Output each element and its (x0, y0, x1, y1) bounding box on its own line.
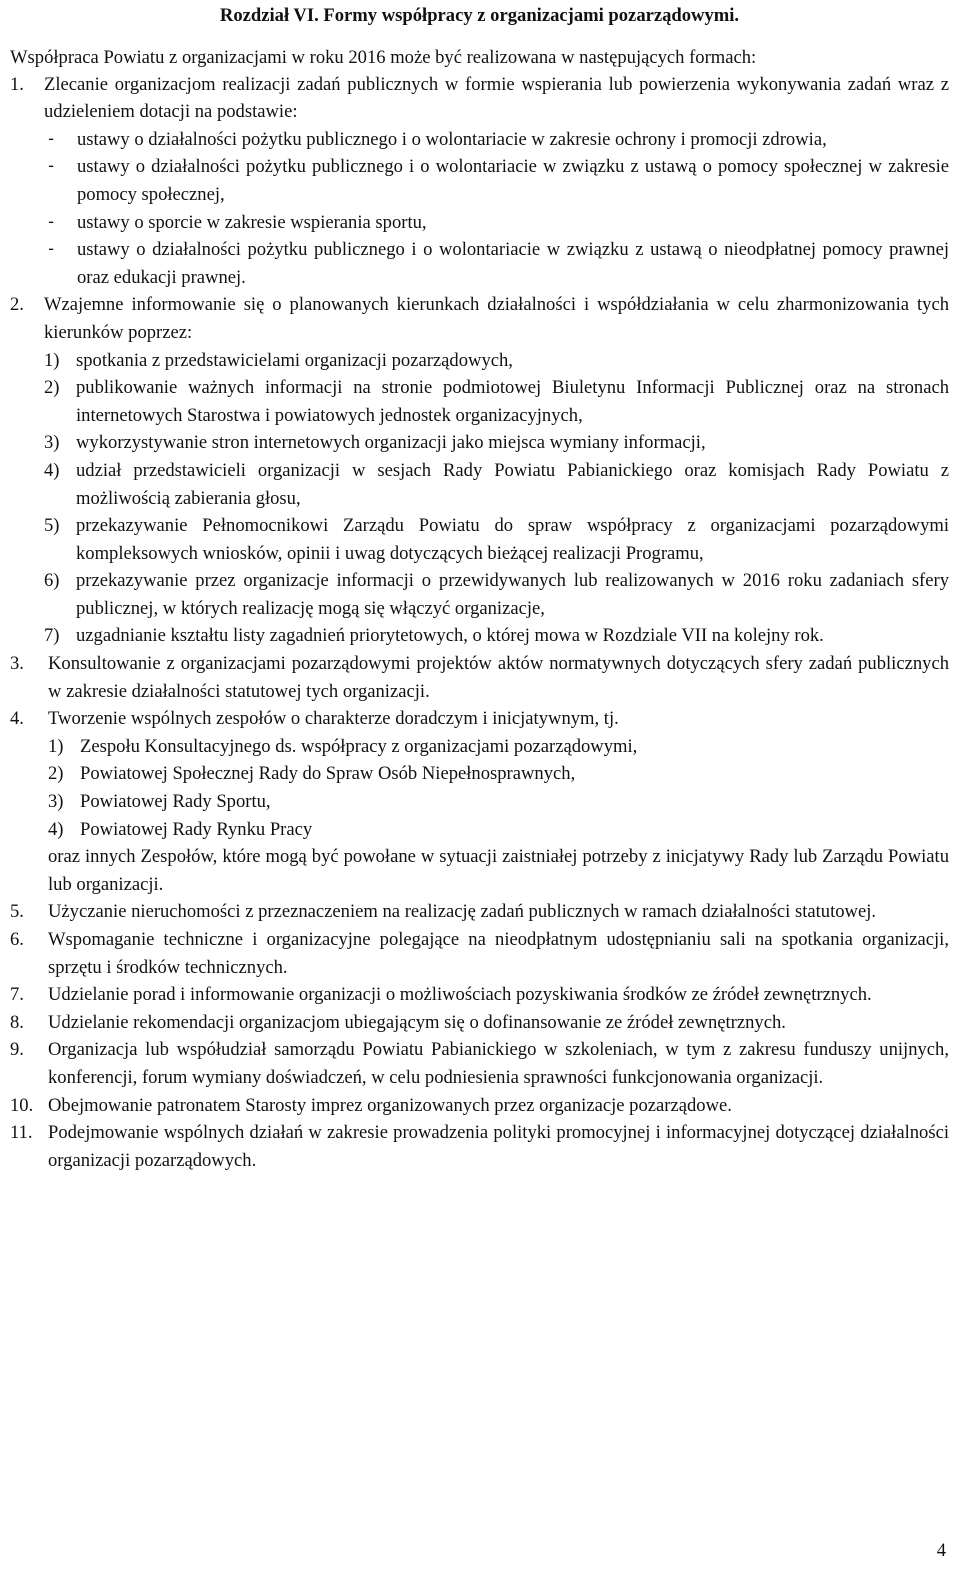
item-text: Konsultowanie z organizacjami pozarządowymi projektów aktów normatywnych dotyczących sfery zadań publicznych w zakresie działalności statutowej tych organizacji. (48, 653, 949, 702)
list-item-5 (10, 898, 949, 926)
sub-item-text: przekazywanie Pełnomocnikowi Zarządu Powiatu do spraw współpracy z organizacjami pozarządowymi kompleksowych wniosków, opinii i uwag dotyczących bieżącej realizacji Programu, (76, 515, 949, 564)
item-number: 4. (10, 708, 24, 730)
item-number: 7. (10, 984, 24, 1006)
dash-bullet: - (46, 239, 57, 260)
sub-item-text: Powiatowej Społecznej Rady do Spraw Osób Niepełnosprawnych, (80, 763, 576, 785)
item-number: 8. (10, 1011, 24, 1033)
item-number: 2. (10, 294, 24, 316)
sublist-2 (44, 347, 949, 651)
sub-item (44, 209, 949, 237)
sub-item (44, 457, 949, 512)
sub-item-text: ustawy o sporcie w zakresie wspierania sportu, (77, 211, 427, 233)
chapter-title: Rozdział VI. Formy współpracy z organizacjami pozarządowymi. (219, 5, 740, 26)
item-number: 5. (10, 901, 24, 923)
item-number: 6. (10, 929, 24, 950)
sub-item (48, 788, 949, 816)
sub-item-text: udział przedstawicieli organizacji w sesjach Rady Powiatu Pabianickiego oraz komisjach Rady Powiatu z możliwością zabierania głosu, (76, 459, 949, 509)
item-text: Podejmowanie wspólnych działań w zakresie prowadzenia polityki promocyjnej i informacyjnej dotyczącej działalności organizacji pozarządowych. (48, 1122, 949, 1171)
sub-item (48, 816, 949, 844)
sub-item-text: Powiatowej Rady Sportu, (80, 791, 271, 813)
item-number: 1. (10, 73, 24, 95)
sub-item-text: ustawy o działalności pożytku publicznego i o wolontariacie w zakresie ochrony i promocji zdrowia, (77, 128, 827, 150)
sub-item-number: 4) (44, 459, 60, 481)
dash-bullet: - (46, 156, 57, 177)
item-number: 11. (10, 1122, 33, 1144)
item-text: Wzajemne informowanie się o planowanych kierunkach działalności i współdziałania w celu zharmonizowania tych kierunków poprzez: (44, 294, 949, 343)
item-text: Tworzenie wspólnych zespołów o charakterze doradczym i inicjatywnym, tj. (48, 708, 619, 730)
sub-item-text: publikowanie ważnych informacji na stronie podmiotowej Biuletynu Informacji Publicznej oraz na stronach internetowych Starostwa i powiatowych jednostek organizacyjnych, (76, 377, 949, 426)
sub-item-text: przekazywanie przez organizacje informacji o przewidywanych lub realizowanych w 2016 roku zadaniach sfery publicznej, w których realizację mogą się włączyć organizacje, (76, 570, 949, 619)
sub-item (44, 153, 949, 208)
list-item-10 (10, 1092, 949, 1120)
sub-item-number: 6) (44, 570, 60, 592)
sub-item (44, 512, 949, 567)
list-item-4 (10, 705, 949, 733)
sub-item (44, 429, 949, 457)
list-item-3 (10, 650, 949, 705)
list-item-8 (10, 1009, 949, 1037)
sub-item-text: ustawy o działalności pożytku publicznego i o wolontariacie w związku z ustawą o pomocy społecznej w zakresie pomocy społecznej, (77, 156, 949, 205)
list-item-6 (10, 926, 949, 981)
item-text: Zlecanie organizacjom realizacji zadań publicznych w formie wspierania lub powierzenia wykonywania zadań wraz z udzieleniem dotacji na podstawie: (44, 73, 949, 123)
item-number: 3. (10, 653, 24, 675)
item-number: 10. (10, 1094, 34, 1116)
sublist-1 (44, 126, 949, 292)
sub-item-number: 1) (44, 349, 60, 371)
sublist-4 (48, 733, 949, 899)
intro-paragraph: Współpraca Powiatu z organizacjami w roku 2016 może być realizowana w następujących formach: (10, 47, 757, 68)
item-text: Udzielanie porad i informowanie organizacji o możliwościach pozyskiwania środków ze źródeł zewnętrznych. (48, 984, 872, 1006)
sub-item (48, 760, 949, 788)
sub-item-text: wykorzystywanie stron internetowych organizacji jako miejsca wymiany informacji, (76, 432, 706, 454)
item-number: 9. (10, 1039, 24, 1061)
sub-item-text: uzgadnianie kształtu listy zagadnień priorytetowych, o której mowa w Rozdziale VII na kolejny rok. (76, 625, 824, 647)
sub-item-text: ustawy o działalności pożytku publicznego i o wolontariacie w związku z ustawą o nieodpłatnej pomocy prawnej oraz edukacji prawnej. (77, 239, 949, 288)
sub-item (48, 733, 949, 761)
list-item-9 (10, 1036, 949, 1091)
item-text: Wspomaganie techniczne i organizacyjne polegające na nieodpłatnym udostępnianiu sali na spotkania organizacji, sprzętu i środków technicznych. (48, 929, 949, 978)
sub-item-text: Zespołu Konsultacyjnego ds. współpracy z organizacjami pozarządowymi, (80, 735, 638, 757)
sub-item (44, 374, 949, 429)
item-text: Organizacja lub współudział samorządu Powiatu Pabianickiego w szkoleniach, w tym z zakresu funduszy unijnych, konferencji, forum wymiany doświadczeń, w celu podniesienia sprawności funkcjonowania organizacji. (48, 1039, 949, 1088)
item-text: Udzielanie rekomendacji organizacjom ubiegającym się o dofinansowanie ze źródeł zewnętrznych. (48, 1011, 786, 1033)
sub-item-number: 7) (44, 625, 60, 647)
list-item-1 (10, 71, 949, 126)
sub-item (44, 567, 949, 622)
sub-item-number: 5) (44, 515, 60, 537)
sub-item-text: spotkania z przedstawicielami organizacji pozarządowych, (76, 349, 513, 371)
sub-item-number: 1) (48, 735, 64, 757)
sub-item-number: 2) (44, 377, 60, 399)
sub-item (44, 236, 949, 291)
dash-bullet: - (46, 211, 57, 232)
sub-item-number: 3) (44, 432, 60, 454)
sub-item (44, 126, 949, 154)
item-continuation: oraz innych Zespołów, które mogą być powołane w sytuacji zaistniałej potrzeby z inicjatywy Rady lub Zarządu Powiatu lub organizacji. (48, 846, 949, 895)
list-item-2 (10, 291, 949, 346)
page-number: 4 (936, 1540, 946, 1561)
item-text: Obejmowanie patronatem Starosty imprez organizowanych przez organizacje pozarządowe. (48, 1094, 732, 1116)
list-item-11 (10, 1119, 949, 1174)
list-item-7 (10, 981, 949, 1009)
sub-item-number: 4) (48, 818, 64, 840)
sub-item-text: Powiatowej Rady Rynku Pracy (80, 818, 313, 840)
sub-item-number: 2) (48, 763, 64, 785)
dash-bullet: - (46, 128, 57, 149)
document-page (10, 0, 949, 1174)
sub-item (44, 622, 949, 650)
sub-item (44, 347, 949, 375)
sub-item-number: 3) (48, 791, 64, 813)
item-text: Użyczanie nieruchomości z przeznaczeniem na realizację zadań publicznych w ramach działalności statutowej. (48, 901, 877, 923)
